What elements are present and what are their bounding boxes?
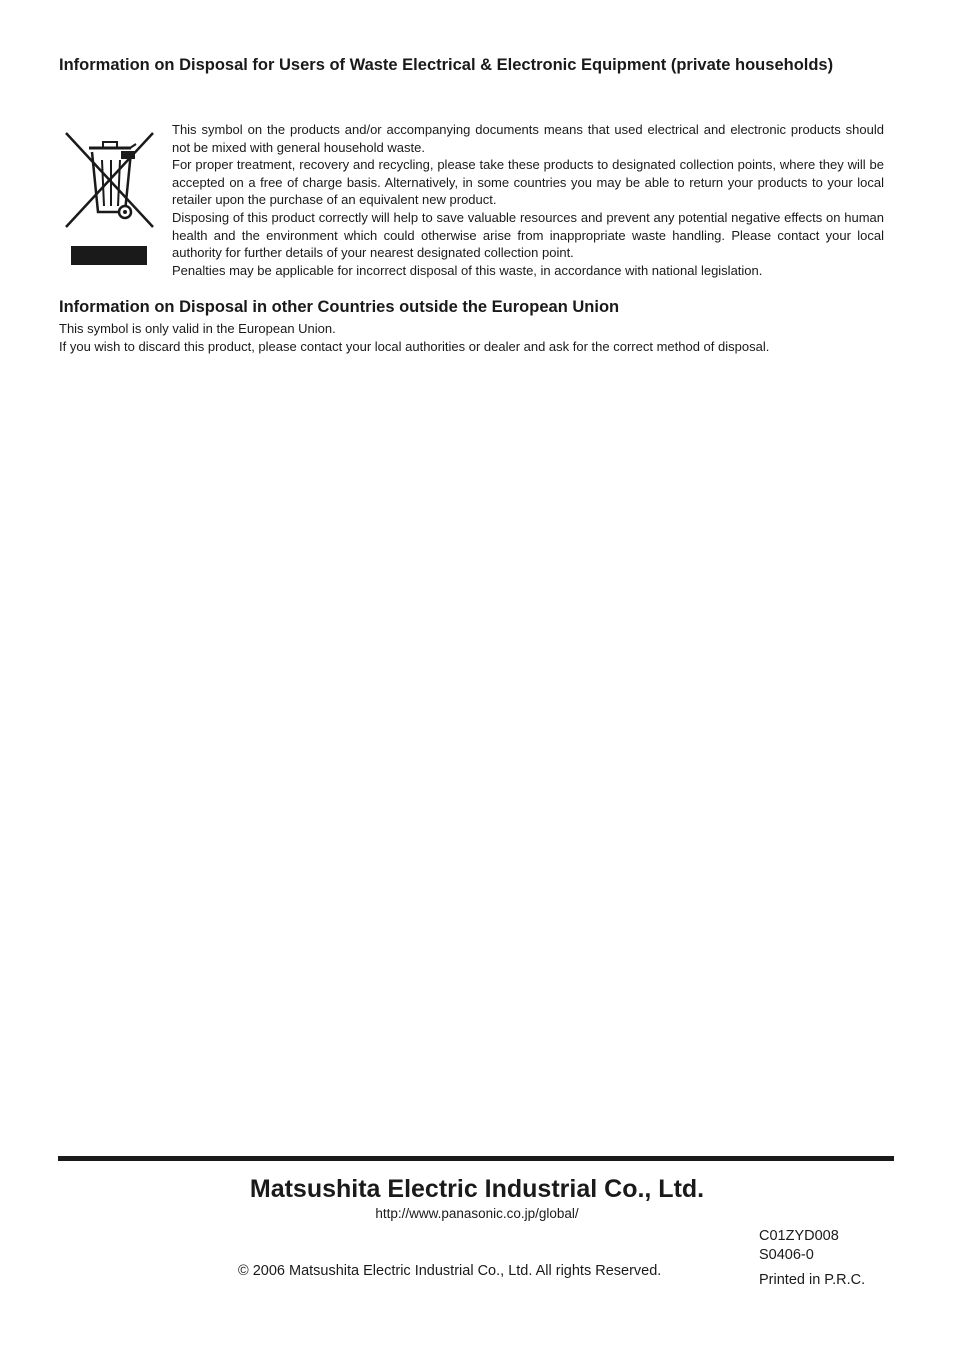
revision-code: S0406-0 <box>759 1247 814 1263</box>
eu-disposal-heading: Information on Disposal for Users of Waste Electrical & Electronic Equipment (private households) <box>59 56 834 74</box>
eu-disposal-text <box>172 121 884 279</box>
paragraph: Penalties may be applicable for incorrect disposal of this waste, in accordance with national legislation. <box>172 262 763 278</box>
company-url: http://www.panasonic.co.jp/global/ <box>375 1206 579 1221</box>
non-eu-disposal-text <box>59 320 919 355</box>
footer-divider <box>58 1156 894 1161</box>
printed-in: Printed in P.R.C. <box>759 1272 866 1288</box>
paragraph: Disposing of this product correctly will help to save valuable resources and prevent any potential negative effects on human health and the environment which could otherwise arise from inappropriate waste handling. Please contact your local authority for further details of your nearest designated collection point. <box>172 209 884 261</box>
non-eu-disposal-heading: Information on Disposal in other Countries outside the European Union <box>59 298 620 316</box>
document-codes <box>759 1227 865 1290</box>
paragraph: For proper treatment, recovery and recycling, please take these products to designated collection points, where they will be accepted on a free of charge basis. Alternatively, in some countries you may be able to return your products to your local retailer upon the purchase of an equivalent new product. <box>172 157 884 208</box>
company-name: Matsushita Electric Industrial Co., Ltd. <box>249 1175 705 1203</box>
paragraph: This symbol on the products and/or accompanying documents means that used electrical and electronic products should not be mixed with general household waste. <box>172 122 884 155</box>
paragraph: If you wish to discard this product, please contact your local authorities or dealer and ask for the correct method of disposal. <box>59 338 770 354</box>
copyright-notice: © 2006 Matsushita Electric Industrial Co., Ltd. All rights Reserved. <box>238 1263 662 1279</box>
paragraph: This symbol is only valid in the European Union. <box>59 321 336 336</box>
document-code: C01ZYD008 <box>759 1228 839 1244</box>
crossed-out-wheelie-bin-icon <box>63 130 155 266</box>
